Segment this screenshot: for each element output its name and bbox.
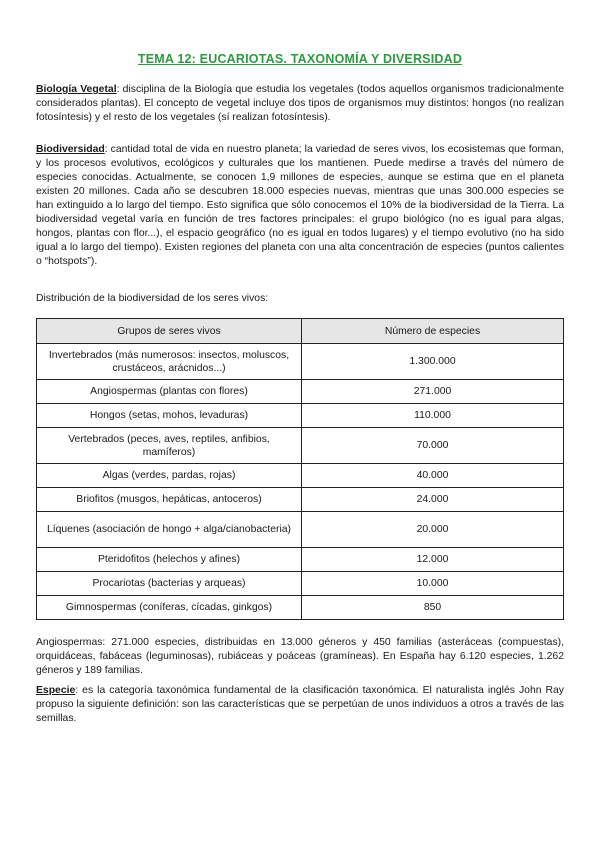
table-row — [37, 596, 564, 620]
table-cell-count: 24.000 — [302, 488, 564, 512]
distribucion-intro: Distribución de la biodiversidad de los seres vivos: — [36, 293, 269, 304]
table-cell-group: Líquenes (asociación de hongo + alga/cianobacteria) — [37, 512, 302, 548]
especie-text: : es la categoría taxonómica fundamental de la clasificación taxonómica. El naturalista inglés John Ray propuso la siguiente definición: son las características que se perpetúan de unos individuos a otros a través de las semillas. — [36, 685, 564, 724]
biologia-vegetal-term: Biología Vegetal — [36, 84, 117, 95]
angiospermas-paragraph: Angiospermas: 271.000 especies, distribuidas en 13.000 géneros y 450 familias (asteráceas (compuestas), orquidáceas, fabáceas (leguminosas), rubiáceas y poáceas (gramíneas). En España hay 6.120 especies, 1.262 géneros y 189 familias. — [36, 637, 564, 676]
table-row — [37, 512, 564, 548]
table-cell-count: 20.000 — [302, 512, 564, 548]
table-cell-count: 271.000 — [302, 380, 564, 404]
table-cell-group: Hongos (setas, mohos, levaduras) — [37, 404, 302, 428]
table-cell-group: Briofitos (musgos, hepáticas, antoceros) — [37, 488, 302, 512]
table-row — [37, 404, 564, 428]
page-title: TEMA 12: EUCARIOTAS. TAXONOMÍA Y DIVERSIDAD — [137, 52, 463, 66]
table-row — [37, 572, 564, 596]
table-cell-count: 850 — [302, 596, 564, 620]
biologia-vegetal-text: : disciplina de la Biología que estudia los vegetales (todos aquellos organismos tradicionalmente considerados plantas). El concepto de vegetal incluye dos tipos de organismos muy distintos: hongos (no realizan fotosíntesis) y el resto de los vegetales (sí realizan fotosíntesis). — [36, 84, 564, 123]
biodiversity-table — [36, 318, 564, 620]
table-header-row — [37, 319, 564, 344]
table-cell-group: Algas (verdes, pardas, rojas) — [37, 464, 302, 488]
table-row — [37, 344, 564, 380]
biodiversidad-term: Biodiversidad — [36, 144, 105, 155]
table-cell-count: 10.000 — [302, 572, 564, 596]
table-header-count: Número de especies — [302, 319, 564, 344]
table-cell-count: 110.000 — [302, 404, 564, 428]
table-row — [37, 464, 564, 488]
table-cell-count: 70.000 — [302, 428, 564, 464]
biodiversidad-paragraph — [36, 143, 564, 269]
table-cell-group: Gimnospermas (coníferas, cícadas, ginkgos) — [37, 596, 302, 620]
table-cell-group: Pteridofitos (helechos y afines) — [37, 548, 302, 572]
table-cell-count: 12.000 — [302, 548, 564, 572]
table-row — [37, 548, 564, 572]
biologia-vegetal-paragraph — [36, 83, 564, 125]
table-cell-group: Procariotas (bacterias y arqueas) — [37, 572, 302, 596]
table-row — [37, 428, 564, 464]
table-row — [37, 488, 564, 512]
table-cell-group: Invertebrados (más numerosos: insectos, moluscos, crustáceos, arácnidos...) — [37, 344, 302, 380]
biodiversidad-text: : cantidad total de vida en nuestro planeta; la variedad de seres vivos, los ecosistemas que forman, y los procesos evolutivos, ecológicos y culturales que los mantienen. Puede medirse a través del número de especies conocidas. Actualmente, se conocen 1,9 millones de especies, aunque se estima que en el planeta existen 20 millones. Cada año se descubren 18.000 especies nuevas, mientras que unas 300.000 especies se han extinguido a lo largo del tiempo. Esto significa que sólo conocemos el 10% de la biodiversidad de la Tierra. La biodiversidad vegetal varía en función de tres factores principales: el grupo biológico (no es igual para algas, hongos, plantas con flor...), el espacio geográfico (no es igual en todos lugares) y el tiempo evolutivo (no ha sido igual a lo largo del tiempo). Existen regiones del planeta con una alta concentración de especies (puntos calientes o “hotspots”). — [36, 144, 564, 267]
table-cell-group: Angiospermas (plantas con flores) — [37, 380, 302, 404]
especie-term: Especie — [36, 685, 76, 696]
table-header-groups: Grupos de seres vivos — [37, 319, 302, 344]
especie-paragraph — [36, 684, 564, 726]
table-row — [37, 380, 564, 404]
table-cell-count: 1.300.000 — [302, 344, 564, 380]
table-cell-count: 40.000 — [302, 464, 564, 488]
table-cell-group: Vertebrados (peces, aves, reptiles, anfibios, mamíferos) — [37, 428, 302, 464]
